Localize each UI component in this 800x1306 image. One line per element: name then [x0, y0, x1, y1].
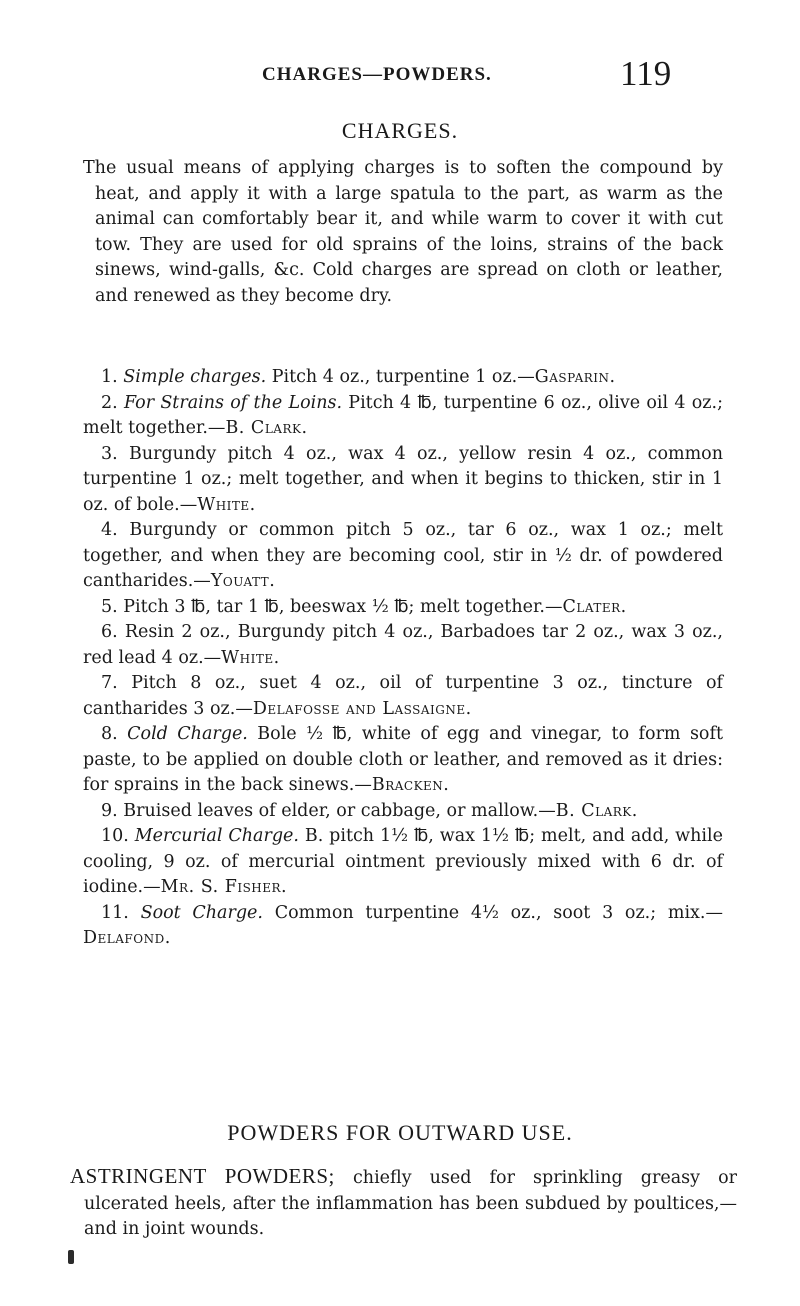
- margin-ink-speck: [68, 1250, 74, 1264]
- recipe-item: [83, 620, 723, 671]
- section-heading-powders: POWDERS FOR OUTWARD USE.: [227, 1120, 573, 1145]
- recipe-authority: Clater.: [562, 596, 627, 617]
- astringent-text: chiefly used for sprinkling greasy or ulcerated heels, after the inflammation has been subdued by poultices,—and in joint wounds.: [84, 1168, 738, 1239]
- recipe-number: 10.: [101, 826, 129, 846]
- recipe-number: 3.: [101, 443, 118, 464]
- recipe-authority: Gasparin.: [534, 367, 616, 387]
- recipe-item: [83, 365, 723, 391]
- recipe-item: [83, 671, 723, 722]
- recipe-item: [83, 442, 723, 519]
- recipe-text: Burgundy or common pitch 5 oz., tar 6 oz., wax 1 oz.; melt together, and when they are becoming cool, stir in ½ dr. of powdered cantharides.—: [83, 520, 723, 591]
- recipe-text: Resin 2 oz., Burgundy pitch 4 oz., Barbadoes tar 2 oz., wax 3 oz., red lead 4 oz.—: [83, 622, 723, 668]
- recipe-authority: White.: [197, 494, 256, 515]
- recipe-item: [83, 722, 723, 799]
- recipe-authority: B. Clark.: [225, 418, 308, 438]
- recipe-number: 6.: [101, 622, 118, 642]
- recipe-item: [83, 799, 723, 825]
- recipe-title: Simple charges.: [123, 367, 267, 387]
- recipe-authority: Delafosse and Lassaigne.: [252, 698, 472, 719]
- recipe-authority: B. Clark.: [555, 800, 638, 821]
- recipe-text: B. pitch 1½ ℔, wax 1½ ℔; melt, and add, while cooling, 9 oz. of mercurial ointment previously mixed with 6 dr. of iodine.—: [83, 826, 723, 897]
- recipe-authority: White.: [221, 647, 280, 668]
- recipe-number: 9.: [101, 800, 118, 821]
- recipe-text: Bole ½ ℔, white of egg and vinegar, to form soft paste, to be applied on double cloth or leather, and removed as it dries: for sprains in the back sinews.—: [83, 724, 723, 795]
- recipe-number: 8.: [101, 724, 118, 744]
- astringent-term: ASTRINGENT POWDERS;: [70, 1164, 335, 1188]
- recipe-number: 1.: [101, 367, 118, 387]
- recipe-text: Pitch 4 oz., turpentine 1 oz.—: [266, 367, 535, 387]
- astringent-powders-paragraph: [70, 1164, 737, 1243]
- charges-intro-paragraph: The usual means of applying charges is to soften the compound by heat, and apply it with a large spatula to the part, as warm as the animal can comfortably bear it, and while warm to cover it with cut tow. They are used for old sprains of the loins, strains of the back sinews, wind-galls, &c. Cold charges are spread on cloth or leather, and renewed as they become dry.: [83, 158, 723, 306]
- recipe-text: Pitch 8 oz., suet 4 oz., oil of turpentine 3 oz., tincture of cantharides 3 oz.—: [83, 673, 723, 719]
- recipe-authority: Youatt.: [210, 571, 276, 591]
- running-title: CHARGES—POWDERS.: [262, 64, 492, 85]
- recipe-item: [83, 595, 723, 621]
- recipe-text: Burgundy pitch 4 oz., wax 4 oz., yellow resin 4 oz., common turpentine 1 oz.; melt together, and when it begins to thicken, stir in 1 oz. of bole.—: [83, 443, 723, 515]
- recipe-item: [83, 518, 723, 595]
- recipe-item: [83, 391, 723, 442]
- recipe-text: Pitch 3 ℔, tar 1 ℔, beeswax ½ ℔; melt together.—: [123, 596, 563, 617]
- recipe-number: 5.: [101, 596, 118, 617]
- recipe-authority: Bracken.: [371, 775, 450, 795]
- recipe-title: Cold Charge.: [127, 724, 248, 744]
- recipe-number: 2.: [101, 392, 118, 413]
- recipe-authority: Mr. S. Fisher.: [160, 877, 288, 897]
- page-number: 119: [620, 54, 672, 93]
- recipe-number: 11.: [101, 902, 129, 923]
- running-head: [0, 48, 800, 96]
- section-heading-charges: CHARGES.: [341, 118, 459, 143]
- recipe-title: Soot Charge.: [140, 902, 263, 923]
- recipe-item: [83, 824, 723, 901]
- recipe-text: Common turpentine 4½ oz., soot 3 oz.; mix.—: [262, 902, 723, 923]
- recipe-number: 7.: [101, 673, 118, 693]
- recipe-title: Mercurial Charge.: [134, 826, 299, 846]
- recipe-text: Bruised leaves of elder, or cabbage, or mallow.—: [123, 800, 556, 821]
- recipe-text: Pitch 4 ℔, turpentine 6 oz., olive oil 4 oz.; melt together.—: [83, 392, 723, 438]
- recipe-authority: Delafond.: [83, 928, 171, 948]
- recipe-title: For Strains of the Loins.: [123, 392, 343, 413]
- recipe-number: 4.: [101, 520, 118, 540]
- recipe-item: [83, 901, 723, 952]
- recipe-list: [83, 365, 723, 952]
